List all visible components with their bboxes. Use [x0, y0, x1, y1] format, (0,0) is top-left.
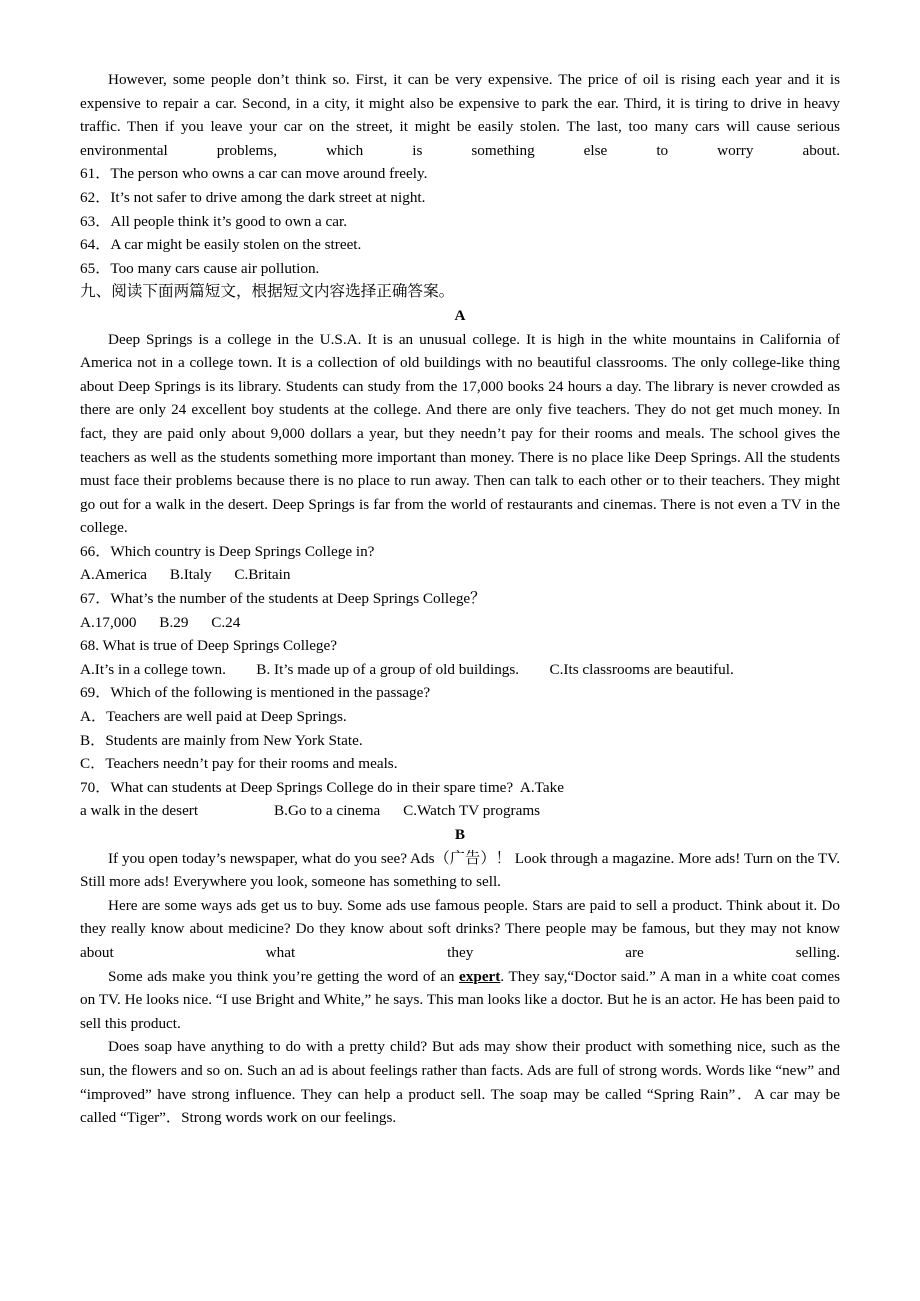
question-67-options: A.17,000 B.29 C.24: [80, 613, 241, 631]
question-66-stem: 66．Which country is Deep Springs College in?: [80, 542, 375, 560]
paragraph-3-post-text: . They say,“Doctor said.” A man in a white coat comes on TV. He looks nice. “I use Bright and White,” he says. This man looks like a doctor. But he is an actor. He has been paid to sell this product.: [80, 967, 840, 1032]
question-66-options: A.America B.Italy C.Britain: [80, 566, 291, 584]
passage-b-paragraph-4: Does soap have anything to do with a pretty child? But ads may show their product with something nice, such as the sun, the flowers and so on. Such an ad is about feelings rather than facts. Ads are full of strong words. Words like “new” and “improved” have strong influence. They can help a product sell. The soap may be called “Spring Rain”．A car may be called “Tiger”．Strong words work on our feelings.: [80, 1038, 840, 1127]
question-69-option-a: A．Teachers are well paid at Deep Springs.: [80, 708, 347, 726]
question-70-stem: 70．What can students at Deep Springs College do in their spare time? A.Take: [80, 778, 564, 796]
passage-b-label: B: [454, 826, 466, 843]
question-69-option-b: B．Students are mainly from New York State.: [80, 731, 363, 749]
passage-b-paragraph-2: Here are some ways ads get us to buy. Some ads use famous people. Stars are paid to sell a product. Think about it. Do they really know about medicine? Do they know about soft drinks? There people may be famous, but they may not know about what they are selling.: [80, 896, 840, 961]
statement-64: 64．A car might be easily stolen on the street.: [80, 236, 362, 254]
statement-61: 61．The person who owns a car can move around freely.: [80, 165, 428, 183]
paragraph-3-pre-text: Some ads make you think you’re getting the word of an: [108, 967, 460, 985]
question-69-option-c: C．Teachers needn’t pay for their rooms and meals.: [80, 755, 398, 773]
passage-a-text: Deep Springs is a college in the U.S.A. It is an unusual college. It is high in the white mountains in California of America not in a college town. It is a collection of old buildings with no beautiful classrooms. The only college-like thing about Deep Springs is its library. Students can study from the 17,000 books 24 hours a day. The library is never crowded as there are only 24 excellent boy students at the college. And there are only five teachers. They do not get much money. In fact, they are paid only about 9,000 dollars a year, but they needn’t pay for their rooms and meals. The school gives the teachers as well as the students something more important than money. There is no place like Deep Springs. All the students must face their problems because there is no place to run away. Then can talk to each other or to their teachers. They might go out for a walk in the desert. Deep Springs is far from the world of restaurants and cinemas. There is not even a TV in the college.: [80, 330, 840, 537]
passage-a-label: A: [454, 306, 466, 324]
question-70-options: a walk in the desert B.Go to a cinema C.Watch TV programs: [80, 802, 541, 820]
expert-emphasis: expert: [459, 967, 501, 985]
passage-b-paragraph-3: [80, 965, 840, 1036]
intro-paragraph: However, some people don’t think so. First, it can be very expensive. The price of oil is rising each year and it is expensive to repair a car. Second, in a city, it might also be expensive to park the ear. Third, it is tiring to drive in heavy traffic. Then if you leave your car on the street, it might be easily stolen. The last, too many cars will cause serious environmental problems, which is something else to worry about.: [80, 71, 840, 159]
section-nine-heading: 九、阅读下面两篇短文，根据短文内容选择正确答案。: [80, 282, 455, 301]
statement-65: 65．Too many cars cause air pollution.: [80, 259, 320, 277]
document-body: [80, 68, 840, 1130]
question-69-stem: 69．Which of the following is mentioned in the passage?: [80, 684, 431, 702]
question-68-stem: 68. What is true of Deep Springs College?: [80, 637, 338, 655]
statement-63: 63．All people think it’s good to own a car.: [80, 212, 348, 230]
passage-b-paragraph-1: If you open today’s newspaper, what do you see? Ads（广告）！ Look through a magazine. More ads! Turn on the TV. Still more ads! Everywhere you look, someone has something to sell.: [80, 849, 840, 891]
question-67-stem: 67．What’s the number of the students at Deep Springs College？: [80, 590, 486, 608]
statement-62: 62．It’s not safer to drive among the dark street at night.: [80, 188, 426, 206]
question-68-options: A.It’s in a college town. B. It’s made up of a group of old buildings. C.Its classrooms are beautiful.: [80, 660, 734, 678]
